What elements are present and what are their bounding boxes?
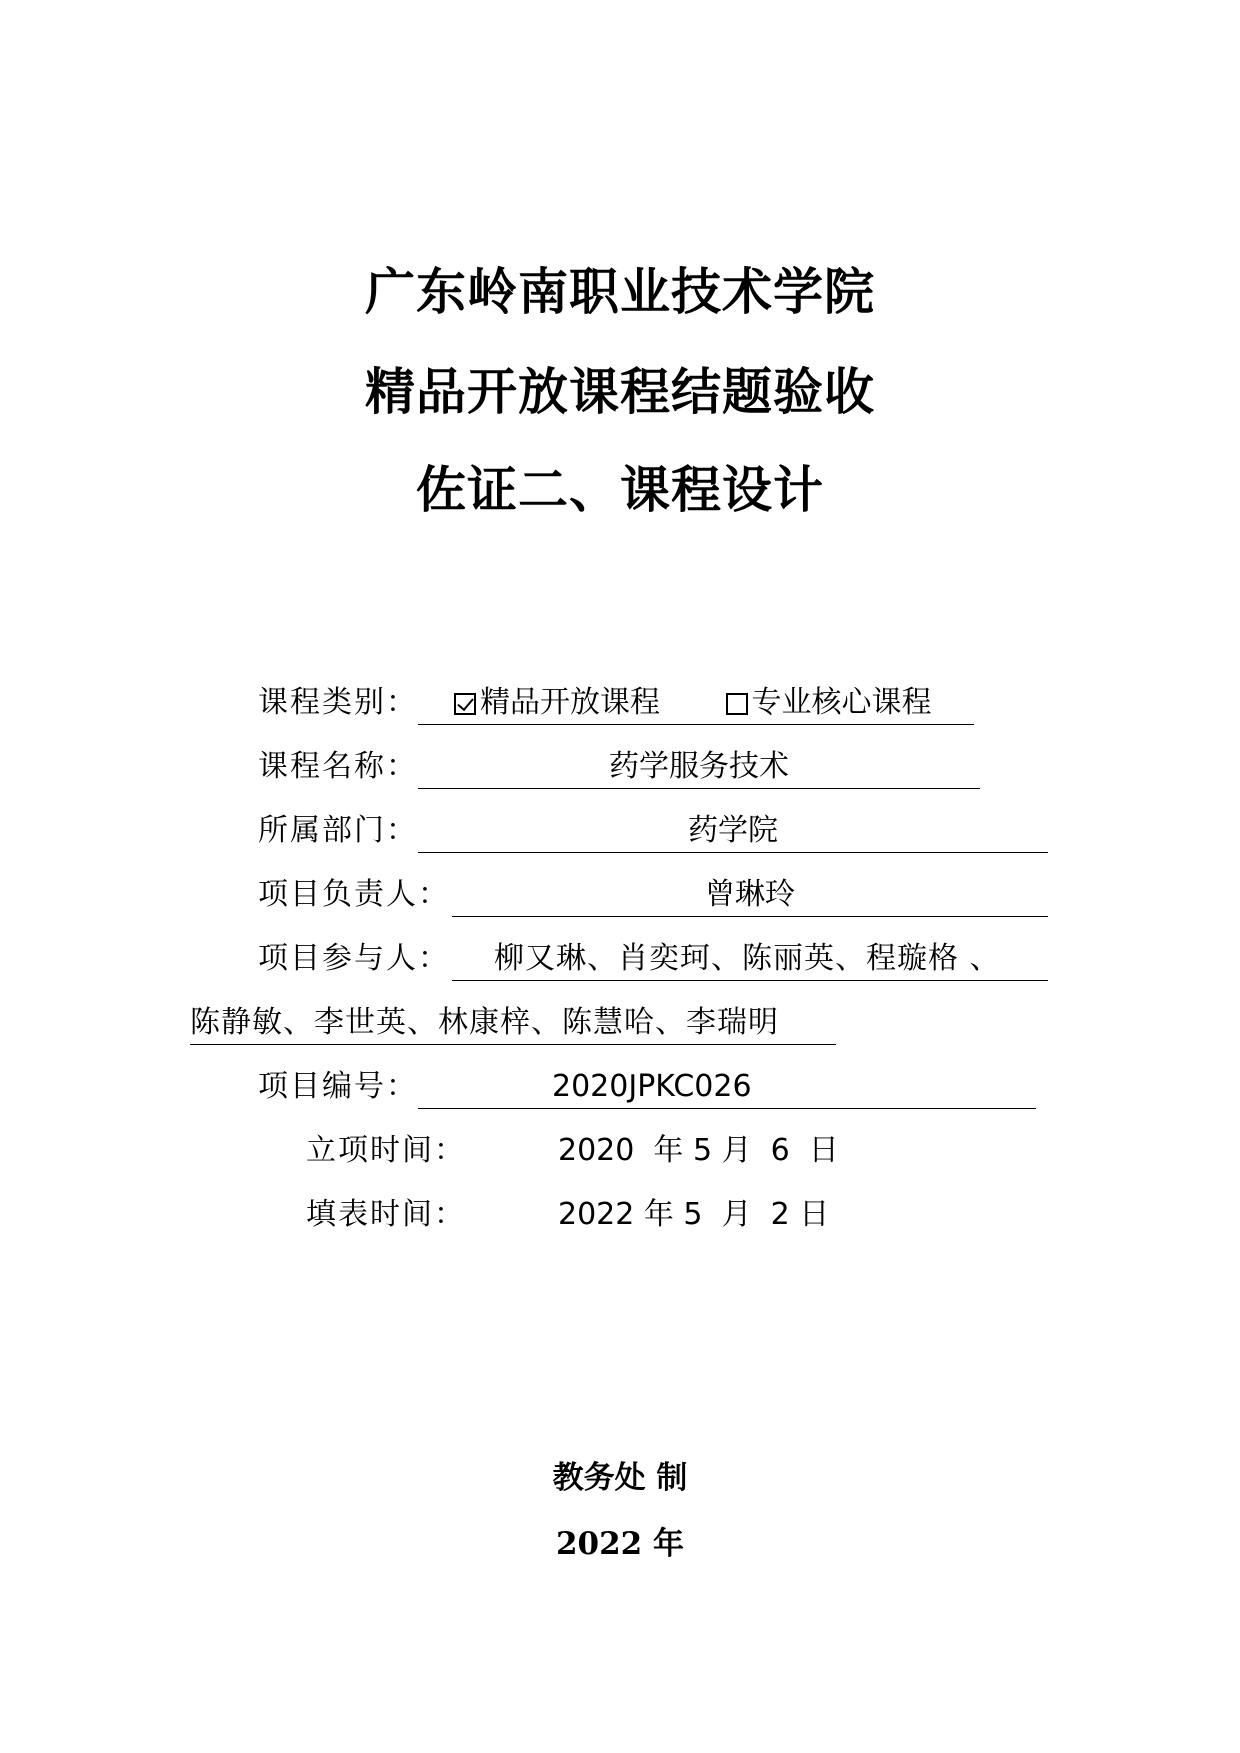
approval-date-label: 立项时间：: [306, 1133, 466, 1168]
department-label: 所属部门：: [258, 813, 418, 848]
category-label: 课程类别：: [258, 685, 418, 720]
leader-value: 曾琳玲: [452, 872, 1048, 917]
project-no-value: 2020JPKC026: [552, 1069, 752, 1104]
participants-line1-text: 柳又琳、肖奕珂、陈丽英、程璇格 、: [494, 941, 1001, 976]
participants-value-line2: [190, 1000, 836, 1045]
category-option-2-label: 专业核心课程: [751, 685, 932, 720]
project-no-label: 项目编号：: [258, 1069, 418, 1104]
fill-date-label: 填表时间：: [306, 1197, 466, 1232]
category-option-1[interactable]: [454, 685, 670, 720]
participants-label: 项目参与人：: [258, 941, 450, 976]
title-school: 广东岭南职业技术学院: [365, 262, 875, 321]
department-value: 药学院: [418, 808, 1048, 853]
category-field: [418, 680, 974, 725]
category-option-1-label: 精品开放课程: [480, 685, 660, 720]
unchecked-checkbox-icon[interactable]: [726, 693, 748, 715]
title-evidence: 佐证二、课程设计: [416, 460, 824, 519]
participants-value-line1: [452, 936, 1048, 981]
project-no-field: [418, 1064, 1036, 1109]
leader-label: 项目负责人：: [258, 877, 450, 912]
title-subject: 精品开放课程结题验收: [365, 362, 875, 421]
approval-date-value: 2020 年 5 月 6 日: [558, 1133, 839, 1168]
participants-line2-text: 陈静敏、李世英、林康梓、陈慧哈、李瑞明: [190, 1005, 779, 1040]
checked-checkbox-icon[interactable]: [454, 693, 476, 715]
fill-date-value: 2022 年 5 月 2 日: [558, 1197, 830, 1232]
category-option-2[interactable]: [726, 685, 932, 720]
year-line: 2022 年: [555, 1526, 685, 1562]
course-name-label: 课程名称：: [258, 749, 418, 784]
course-name-value: 药学服务技术: [418, 744, 980, 789]
issuer-line: 教务处 制: [552, 1460, 688, 1496]
